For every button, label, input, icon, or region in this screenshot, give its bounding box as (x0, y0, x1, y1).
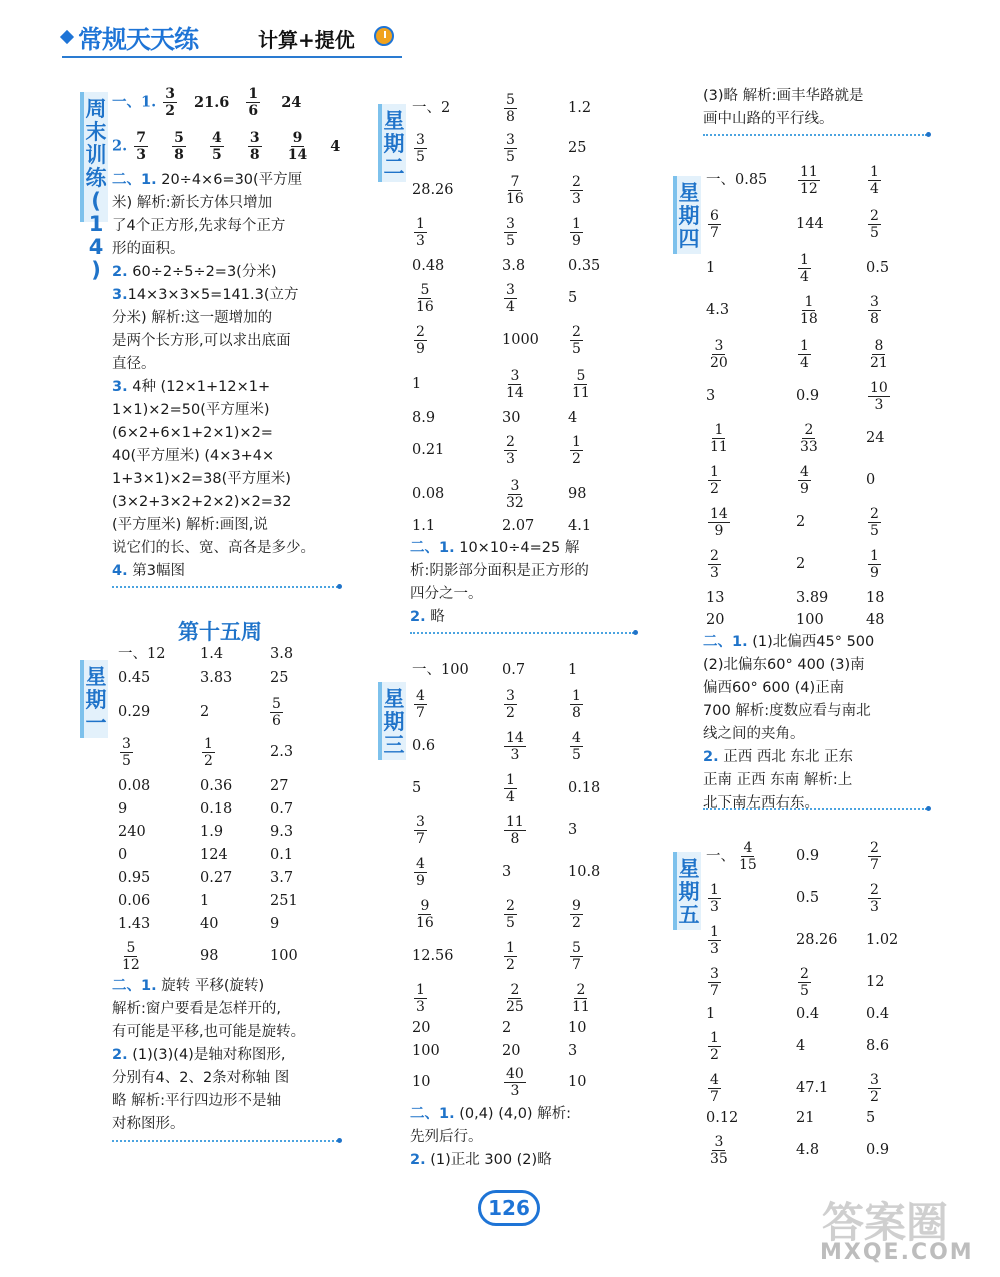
tab-friday: 星 期 五 (673, 852, 701, 930)
tab-thursday: 星 期 四 (673, 176, 701, 254)
tab-weekend-training: 周 末 训 练 ( 1 4 ) (80, 92, 108, 222)
brand-subtitle: 计算+提优 (258, 28, 355, 52)
section-divider (703, 134, 927, 136)
page-number: 126 (478, 1190, 540, 1226)
tab-tuesday: 星 期 二 (378, 104, 406, 182)
text-line: (6×2+6×1+2×1)×2= (112, 425, 273, 441)
text-line: (3×2+3×2+2×2)×2=32 (112, 494, 292, 510)
text-line: 了4个正方形,先求每个正方 (112, 218, 286, 234)
page-header (62, 12, 402, 56)
answer-page: 常规天天练 计算+提优 周 末 训 练 ( 1 4 ) 一、1. $\frac{3}{2}$ 21.6 $\frac{1}{6}$ 24 2. $\frac{7}{3}$ $\frac{5}{8}$ $\frac{4}{5}$ $\frac{3}{8}$ $\frac{9}{14}$ 4 二、1. 20÷4×6=30(平方厘 米) 解析:新长方体只增加 了4个正方形,先求每个正方 形的面积。 2. 60÷2÷5÷2=3(分米) 3.14×3×3×5=141.3(立方 分米) 解析:这一题增加的 是两个长方形,可以求出底面 直径。 3. 4种 (12×1+12×1+ 1×1)×2=50(平方厘米) (6×2+6×1+2×1)×2= 40(平方厘米) (4×3+4× 1+3×1)×2=38(平方厘米) (3×2+3×2+2×2)×2=32 (平方厘米) 解析:画图,说 说它们的长、宽、高各是多少。 4. 第3幅图 第十五周 星 期 一 一、12 1.4 3.8 0.45 3.83 25 0.29 2 $\frac{5}{6}$ $\frac{3}{5}$ $\frac{1}{2}$ 2.3 0.08 0.36 27 9 0.18 0.7 240 1.9 9.3 0 124 0.1 0.95 0.27 3.7 0.06 1 251 1.43 40 9 $\frac{5}{12}$ 98 100 二、1. 旋转 平移(旋转) 解析:窗户要看是怎样开的, 有可能是平移,也可能是旋转。 2. (1)(3)(4)是轴对称图形, 分别有4、2、2条对称轴 图 略 解析:平行四边形不是轴 对称图形。 星 期 二 一、2 $\frac{5}{8}$ 1.2 $\frac{3}{5}$ $\frac{3}{5}$ 25 28.26 $\frac{7}{16}$ $\frac{2}{3}$ $\frac{1}{3}$ $\frac{3}{5}$ $\frac{1}{9}$ 0.48 3.8 0.35 $\frac{5}{16}$ $\frac{3}{4}$ 5 $\frac{2}{9}$ 1000 $\frac{2}{5}$ 1 $\frac{3}{14}$ $\frac{5}{11}$ 8.9 30 4 0.21 $\frac{2}{3}$ $\frac{1}{2}$ 0.08 $\frac{3}{32}$ 98 1.1 2.07 4.1 二、1. 10×10÷4=25 解 析:阴影部分面积是正方形的 四分之一。 2. 略 星 期 三 一、100 0.7 1 $\frac{4}{7}$ $\frac{3}{2}$ $\frac{1}{8}$ 0.6 $\frac{14}{3}$ $\frac{4}{5}$ 5 $\frac{1}{4}$ 0.18 $\frac{3}{7}$ $\frac{11}{8}$ 3 $\frac{4}{9}$ 3 10.8 $\frac{9}{16}$ $\frac{2}{5}$ $\frac{9}{2}$ 12.56 $\frac{1}{2}$ $\frac{5}{7}$ $\frac{1}{3}$ $\frac{2}{25}$ $\frac{2}{11}$ 20 2 10 100 20 3 10 $\frac{40}{3}$ 10 二、1. (0,4) (4,0) 解析: 先列后行。 2. (1)正北 300 (2)略 (3)略 解析:画丰华路就是 画中山路的平行线。 星 期 四 一、0.85 $\frac{11}{12}$ $\frac{1}{4}$ $\frac{6}{7}$ 144 $\frac{2}{5}$ 1 $\frac{1}{4}$ 0.5 4.3 $\frac{1}{18}$ $\frac{3}{8}$ $\frac{3}{20}$ $\frac{1}{4}$ $\frac{8}{21}$ 3 0.9 $\frac{10}{3}$ $\frac{1}{11}$ $\frac{2}{33}$ 24 $\frac{1}{2}$ $\frac{4}{9}$ 0 $\frac{14}{9}$ 2 $\frac{2}{5}$ $\frac{2}{3}$ 2 $\frac{1}{9}$ 13 3.89 18 20 100 48 二、1. (1)北偏西45° 500 (2)北偏东60° 400 (3)南 偏西60° 600 (4)正南 700 解析:度数应看与南北 线之间的夹角。 2. 正西 西北 东北 正东 正南 正西 东南 解析:上 北下南左西右东。 星 期 五 一、 $\frac{4}{15}$ 0.9 $\frac{2}{7}$ $\frac{1}{3}$ 0.5 $\frac{2}{3}$ $\frac{1}{3}$ 28.26 1.02 $\frac{3}{7}$ $\frac{2}{5}$ 12 1 0.4 0.4 $\frac{1}{2}$ 4 8.6 $\frac{4}{7}$ 47.1 $\frac{3}{2}$ 0.12 21 5 $\frac{3}{35}$ 4.8 0.9 126 答案圈 MXQE.COM (0, 0, 1000, 1277)
brand-title: 常规天天练 (78, 25, 199, 54)
text-line: 3. 4种 (12×1+12×1+ (112, 379, 271, 395)
tab-wednesday: 星 期 三 (378, 682, 406, 760)
watermark-url: MXQE.COM (820, 1240, 974, 1265)
clock-icon (374, 26, 394, 46)
watermark-logo: 答案圈 (822, 1198, 949, 1247)
text-line: 二、1. 20÷4×6=30(平方厘 (112, 172, 303, 188)
fraction: $\frac{3}{2}$ (165, 86, 175, 119)
fraction: $\frac{1}{6}$ (248, 86, 259, 119)
text-line: 2. 60÷2÷5÷2=3(分米) (112, 264, 277, 280)
week-title: 第十五周 (178, 620, 262, 644)
tab-monday: 星 期 一 (80, 660, 108, 738)
section-divider (112, 1140, 338, 1142)
text-line: 4. 第3幅图 (112, 563, 185, 579)
text-line: 1+3×1)×2=38(平方厘米) (112, 471, 291, 487)
text-line: 3.14×3×3×5=141.3(立方 (112, 287, 299, 303)
text-line: 形的面积。 (112, 241, 185, 257)
answer-line: 2. $\frac{7}{3}$ $\frac{5}{8}$ $\frac{4}{5}$ $\frac{3}{8}$ $\frac{9}{14}$ 4 (112, 130, 341, 163)
text-line: 直径。 (112, 356, 156, 372)
text-line: (平方厘米) 解析:画图,说 (112, 517, 268, 533)
section-divider (410, 632, 634, 634)
section-divider (112, 586, 338, 588)
section-divider (703, 808, 927, 810)
text-line: 是两个长方形,可以求出底面 (112, 333, 291, 349)
text-line: 米) 解析:新长方体只增加 (112, 195, 273, 211)
text-line: 分米) 解析:这一题增加的 (112, 310, 273, 326)
answer-line: 一、1. $\frac{3}{2}$ 21.6 $\frac{1}{6}$ 24 (112, 86, 302, 119)
text-line: 40(平方厘米) (4×3+4× (112, 448, 275, 464)
text-line: 1×1)×2=50(平方厘米) (112, 402, 270, 418)
text-line: 说它们的长、宽、高各是多少。 (112, 540, 315, 556)
